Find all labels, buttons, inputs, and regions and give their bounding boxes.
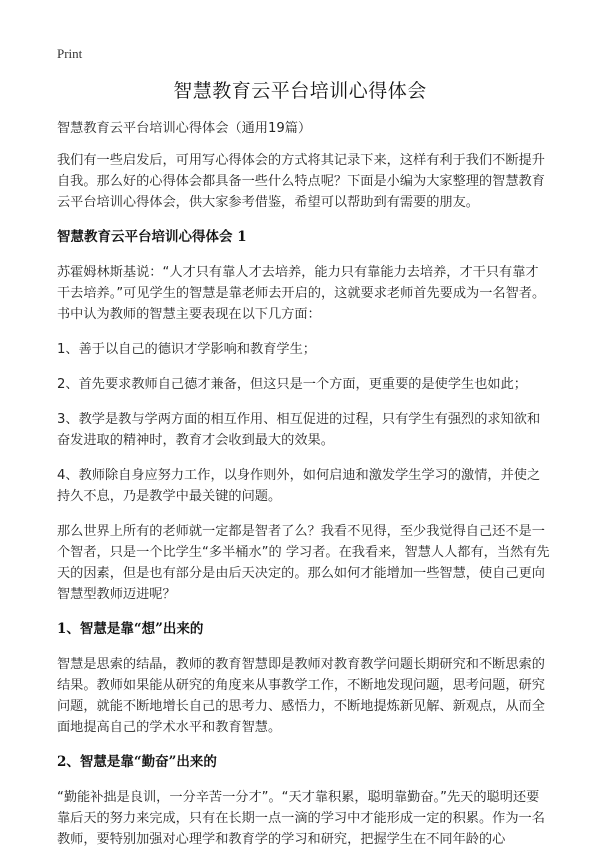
list-item: 3、教学是教与学两方面的相互作用、相互促进的过程，只有学生有强烈的求知欲和奋发进取的精神时，教育才会收到最大的效果。 <box>57 412 541 448</box>
subheading-think: 1、智慧是靠“想”出来的 <box>57 621 204 637</box>
subheading-diligence: 2、智慧是靠“勤奋”出来的 <box>57 754 217 770</box>
paragraph-3: 智慧是思索的结晶，教师的教育智慧即是教师对教育教学问题长期研究和不断思索的结果。教师如果能从研究的角度来从事教学工作，不断地发现问题，思考问题，研究问题，就能不断地增长自己的思考力、感悟力，不断地提炼新见解、新观点，从而全面地提高自己的学术水平和教育智慧。 <box>57 657 545 735</box>
paragraph-2: 那么世界上所有的老师就一定都是智者了么？我看不见得，至少我觉得自己还不是一个智者，只是一个比学生“多半桶水”的 学习者。在我看来，智慧人人都有，当然有先天的因素，但是也有部分是由后天决定的。那么如何才能增加一些智慧，使自己更向智慧型教师迈进呢？ <box>57 524 550 602</box>
paragraph-1: 苏霍姆林斯基说：“人才只有靠人才去培养，能力只有靠能力去培养，才干只有靠才干去培养。”可见学生的智慧是靠老师去开启的，这就要求老师首先要成为一名智者。书中认为教师的智慧主要表现在以下几方面： <box>57 265 546 322</box>
article-body <box>57 118 550 864</box>
intro-paragraph: 我们有一些启发后，可用写心得体会的方式将其记录下来，这样有利于我们不断提升自我。那么好的心得体会都具备一些什么特点呢？下面是小编为大家整理的智慧教育云平台培训心得体会，供大家参考借鉴，希望可以帮助到有需要的朋友。 <box>57 153 545 210</box>
paragraph-4: “勤能补拙是良训，一分辛苦一分才”。“天才靠积累，聪明靠勤奋。”先天的聪明还要靠后天的努力来完成，只有在长期一点一滴的学习中才能形成一定的积累。作为一名教师，要特别加强对心理学和教育学的学习和研究，把握学生在不同年龄的心 <box>57 790 545 847</box>
list-item: 1、善于以自己的德识才学影响和教育学生； <box>57 342 316 357</box>
list-item: 2、首先要求教师自己德才兼备，但这只是一个方面，更重要的是使学生也如此； <box>57 377 527 392</box>
list-item: 4、教师除自身应努力工作，以身作则外，如何启迪和激发学生学习的激情，并使之持久不息，乃是教学中最关键的问题。 <box>57 468 541 504</box>
page-title: 智慧教育云平台培训心得体会 <box>173 80 427 102</box>
article-subtitle: 智慧教育云平台培训心得体会（通用19篇） <box>57 121 312 136</box>
print-link[interactable]: Print <box>57 46 83 61</box>
section-heading-1: 智慧教育云平台培训心得体会 1 <box>57 229 247 245</box>
